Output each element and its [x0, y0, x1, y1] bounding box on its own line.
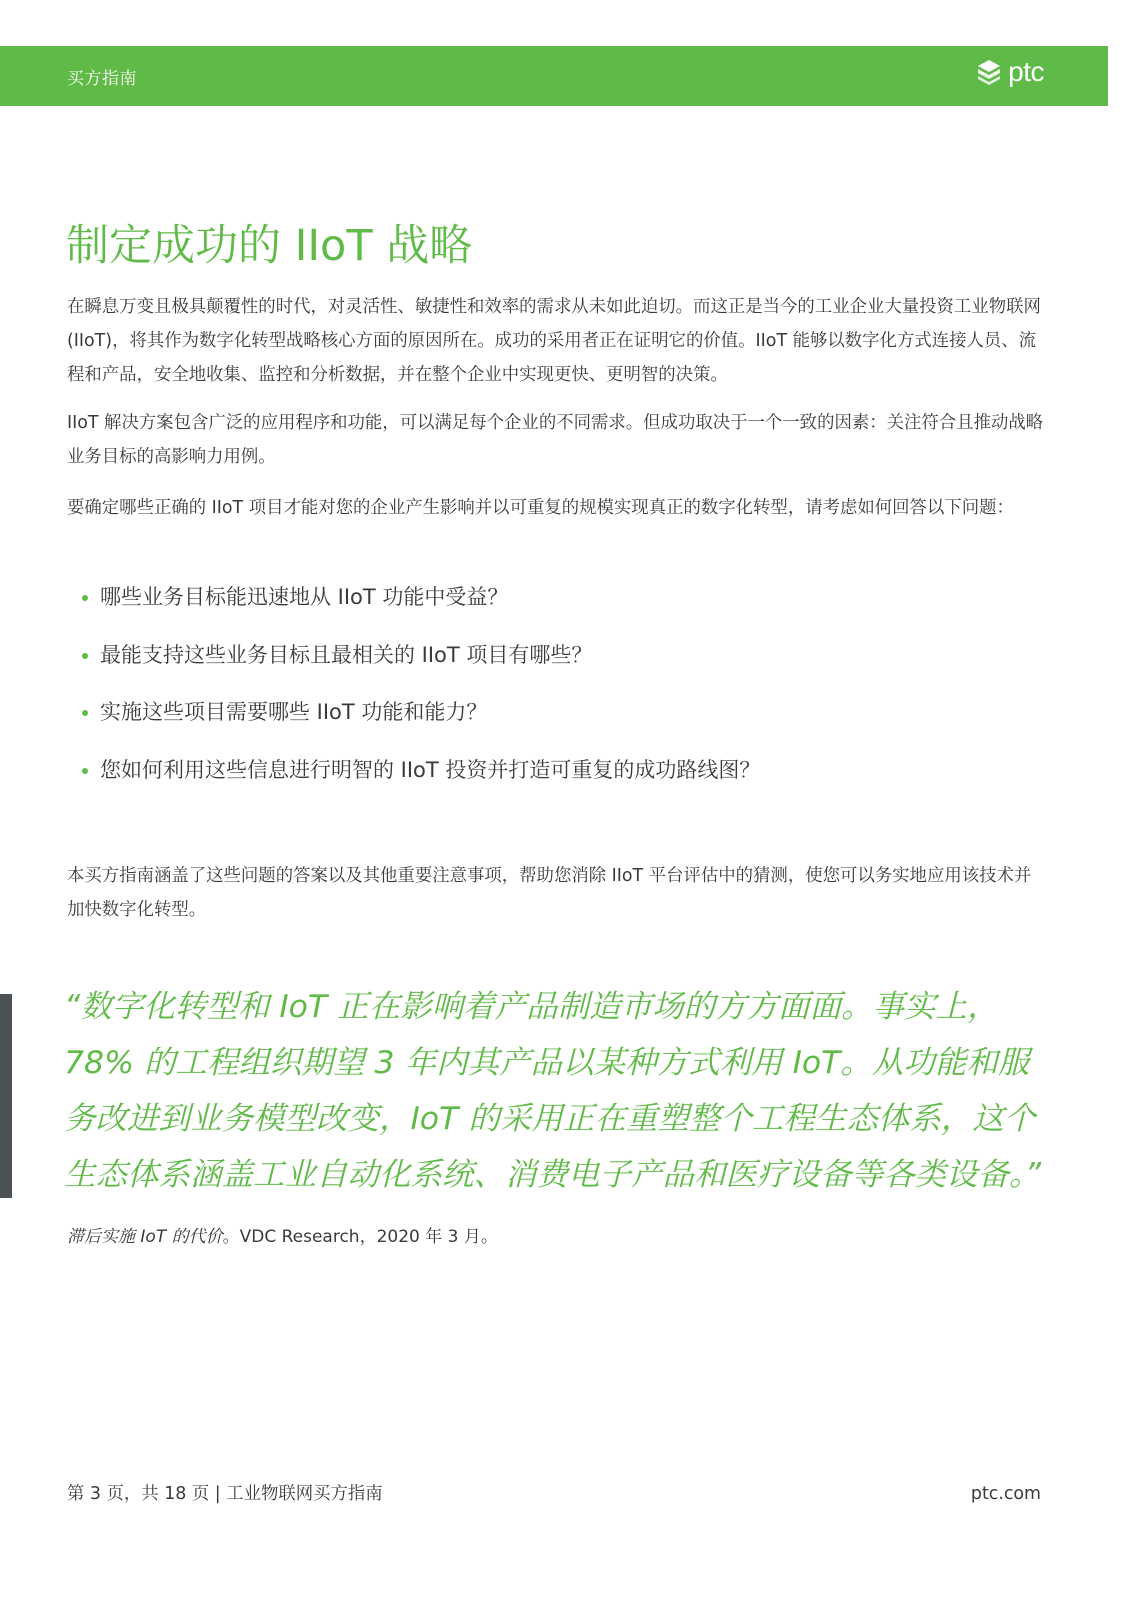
question-item: 最能支持这些业务目标且最相关的 IIoT 项目有哪些？: [80, 631, 760, 689]
question-item: 哪些业务目标能迅速地从 IIoT 功能中受益？: [80, 573, 760, 631]
intro-paragraph-2: IIoT 解决方案包含广泛的应用程序和功能，可以满足每个企业的不同需求。但成功取决于一个一致的因素：关注符合且推动战略业务目标的高影响力用例。: [67, 413, 1044, 467]
ptc-cube-icon: [974, 57, 1004, 87]
pull-quote: “数字化转型和 IoT 正在影响着产品制造市场的方方面面。事实上，78% 的工程组织期望 3 年内其产品以某种方式利用 IoT。从功能和服务改进到业务模型改变，IoT 的采用正在重塑整个工程生态体系，这个生态体系涵盖工业自动化系统、消费电子产品和医疗设备等各类设备。”: [64, 989, 1042, 1193]
header-bar: [0, 46, 1108, 106]
ptc-logo[interactable]: [974, 56, 1044, 88]
page-title: 制定成功的 IIoT 战略: [66, 221, 473, 271]
summary-paragraph: 本买方指南涵盖了这些问题的答案以及其他重要注意事项，帮助您消除 IIoT 平台评估中的猜测，使您可以务实地应用该技术并加快数字化转型。: [67, 866, 1032, 920]
intro-paragraph-1: 在瞬息万变且极具颠覆性的时代，对灵活性、敏捷性和效率的需求从未如此迫切。而这正是当今的工业企业大量投资工业物联网 (IIoT)，将其作为数字化转型战略核心方面的原因所在。成功的采用者正在证明它的价值。IIoT 能够以数字化方式连接人员、流程和产品，安全地收集、监控和分析数据，并在整个企业中实现更快、更明智的决策。: [67, 297, 1041, 385]
quote-side-rule: [0, 994, 12, 1198]
question-list: [80, 573, 760, 804]
question-item: 您如何利用这些信息进行明智的 IIoT 投资并打造可重复的成功路线图？: [80, 746, 760, 804]
intro-paragraph-3: 要确定哪些正确的 IIoT 项目才能对您的企业产生影响并以可重复的规模实现真正的数字化转型，请考虑如何回答以下问题：: [67, 498, 1014, 518]
ptc-logo-text: ptc: [1008, 56, 1044, 87]
header-label: 买方指南: [67, 69, 137, 89]
footer-page-info: 第 3 页，共 18 页 | 工业物联网买方指南: [67, 1484, 383, 1504]
quote-citation: [67, 1222, 498, 1252]
citation-source: 。VDC Research，2020 年 3 月。: [222, 1227, 498, 1247]
footer-website-link[interactable]: ptc.com: [970, 1484, 1041, 1504]
question-item: 实施这些项目需要哪些 IIoT 功能和能力？: [80, 688, 760, 746]
citation-title: 滞后实施 IoT 的代价: [67, 1227, 223, 1247]
